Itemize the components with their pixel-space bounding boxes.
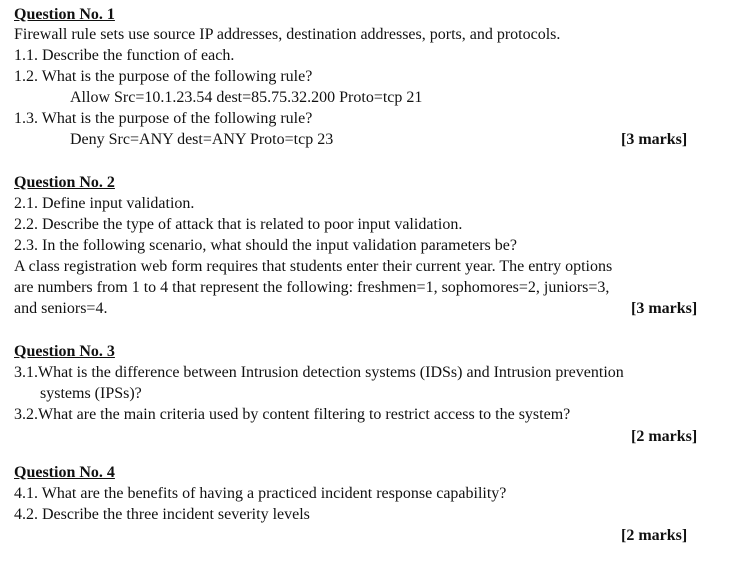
q2-scenario-line-3: and seniors=4. [14,300,108,317]
q2-scenario-line-1: A class registration web form requires that students enter their current year. The entry options [14,258,613,275]
q1-part-3: 1.3. What is the purpose of the following rule? [14,110,313,127]
q1-part-1: 1.1. Describe the function of each. [14,47,235,64]
q4-part-2: 4.2. Describe the three incident severity levels [14,506,310,523]
q1-marks: [3 marks] [621,131,688,148]
q2-part-1: 2.1. Define input validation. [14,195,195,212]
q3-heading: Question No. 3 [14,343,115,360]
q2-marks: [3 marks] [631,300,698,317]
q4-marks: [2 marks] [621,527,688,544]
q3-part-2: 3.2.What are the main criteria used by content filtering to restrict access to the system? [14,406,571,423]
q1-rule-deny: Deny Src=ANY dest=ANY Proto=tcp 23 [70,131,334,148]
q4-heading: Question No. 4 [14,464,115,481]
q2-part-3: 2.3. In the following scenario, what should the input validation parameters be? [14,237,517,254]
q3-marks: [2 marks] [631,428,698,445]
q2-heading: Question No. 2 [14,174,115,191]
q1-intro: Firewall rule sets use source IP addresses, destination addresses, ports, and protocols. [14,26,561,43]
q1-part-2: 1.2. What is the purpose of the following rule? [14,68,313,85]
q3-part-1: 3.1.What is the difference between Intrusion detection systems (IDSs) and Intrusion prevention [14,364,624,381]
q4-part-1: 4.1. What are the benefits of having a practiced incident response capability? [14,485,507,502]
q1-heading: Question No. 1 [14,6,115,23]
q3-part-1-continued: systems (IPSs)? [40,385,142,402]
q2-part-2: 2.2. Describe the type of attack that is related to poor input validation. [14,216,463,233]
q1-rule-allow: Allow Src=10.1.23.54 dest=85.75.32.200 Proto=tcp 21 [70,89,423,106]
q2-scenario-line-2: are numbers from 1 to 4 that represent the following: freshmen=1, sophomores=2, juniors=3, [14,279,610,296]
